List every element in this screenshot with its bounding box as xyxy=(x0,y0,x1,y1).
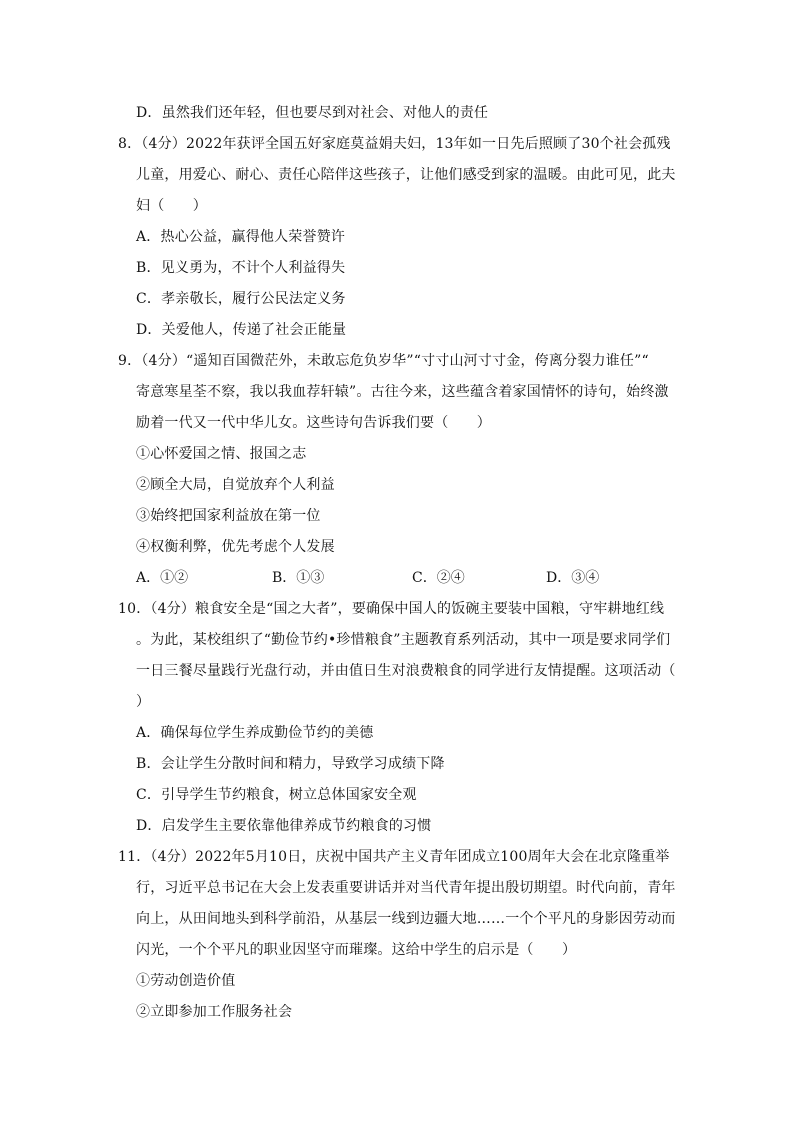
q9-item-3: ③始终把国家利益放在第一位 xyxy=(136,508,321,524)
q10-option-d: D．启发学生主要依靠他律养成节约粮食的习惯 xyxy=(136,818,432,834)
q8-option-a: A．热心公益，赢得他人荣誉赞许 xyxy=(136,229,346,245)
q8-option-b: B．见义勇为，不计个人利益得失 xyxy=(136,260,346,276)
q11-item-1: ①劳动创造价值 xyxy=(136,973,236,989)
q8-stem-line-3: 妇（ ） xyxy=(136,198,207,214)
q10-option-a: A．确保每位学生养成勤俭节约的美德 xyxy=(136,725,374,741)
q9-item-4: ④权衡利弊，优先考虑个人发展 xyxy=(136,539,335,555)
q10-option-c: C．引导学生节约粮食，树立总体国家安全观 xyxy=(136,787,417,803)
q11-stem-line-3: 向上，从田间地头到科学前沿，从基层一线到边疆大地……一个个平凡的身影因劳动而 xyxy=(136,911,676,927)
q10-option-b: B．会让学生分散时间和精力，导致学习成绩下降 xyxy=(136,756,445,772)
q9-choice-b: B．①③ xyxy=(272,570,325,586)
q9-choice-a: A．①② xyxy=(136,570,189,586)
q10-stem-line-4: ） xyxy=(136,694,151,710)
q10-stem-line-2: 。为此，某校组织了“勤俭节约•珍惜粮食”主题教育系列活动，其中一项是要求同学们 xyxy=(136,632,671,648)
q9-item-1: ①心怀爱国之情、报国之志 xyxy=(136,446,307,462)
q11-stem-line-1: 11．（4分）2022年5月10日，庆祝中国共产主义青年团成立100周年大会在北京隆重举 xyxy=(118,849,670,865)
q8-stem-line-2: 儿童，用爱心、耐心、责任心陪伴这些孩子，让他们感受到家的温暖。由此可见，此夫 xyxy=(136,167,676,183)
q9-stem-line-2: 寄意寒星荃不察，我以我血荐轩辕”。古往今来，这些蕴含着家国情怀的诗句，始终激 xyxy=(136,384,669,400)
q11-item-2: ②立即参加工作服务社会 xyxy=(136,1004,293,1020)
q11-stem-line-4: 闪光，一个个平凡的职业因坚守而璀璨。这给中学生的启示是（ ） xyxy=(136,942,577,958)
q11-stem-line-2: 行，习近平总书记在大会上发表重要讲话并对当代青年提出殷切期望。时代向前，青年 xyxy=(136,880,676,896)
q8-stem-line-1: 8．（4分）2022年获评全国五好家庭莫益娟夫妇，13年如一日先后照顾了30个社会孤残 xyxy=(118,136,671,152)
q9-stem-line-3: 励着一代又一代中华儿女。这些诗句告诉我们要（ ） xyxy=(136,415,491,431)
q9-stem-line-1: 9．（4分）“遥知百国微茫外，未敢忘危负岁华”“寸寸山河寸寸金，侉离分裂力谁任”“ xyxy=(118,353,649,369)
q9-choice-d: D．③④ xyxy=(546,570,600,586)
q10-stem-line-1: 10．（4分）粮食安全是“国之大者”，要确保中国人的饭碗主要装中国粮，守牢耕地红线 xyxy=(118,601,665,617)
q8-option-c: C．孝亲敬长，履行公民法定义务 xyxy=(136,291,346,307)
q9-item-2: ②顾全大局，自觉放弃个人利益 xyxy=(136,477,335,493)
q10-stem-line-3: 一日三餐尽量践行光盘行动，并由值日生对浪费粮食的同学进行友情提醒。这项活动（ xyxy=(136,663,676,679)
q9-choices xyxy=(136,568,696,588)
q9-choice-c: C．②④ xyxy=(412,570,465,586)
q7-option-d: D．虽然我们还年轻，但也要尽到对社会、对他人的责任 xyxy=(136,105,489,121)
q8-option-d: D．关爱他人，传递了社会正能量 xyxy=(136,322,347,338)
